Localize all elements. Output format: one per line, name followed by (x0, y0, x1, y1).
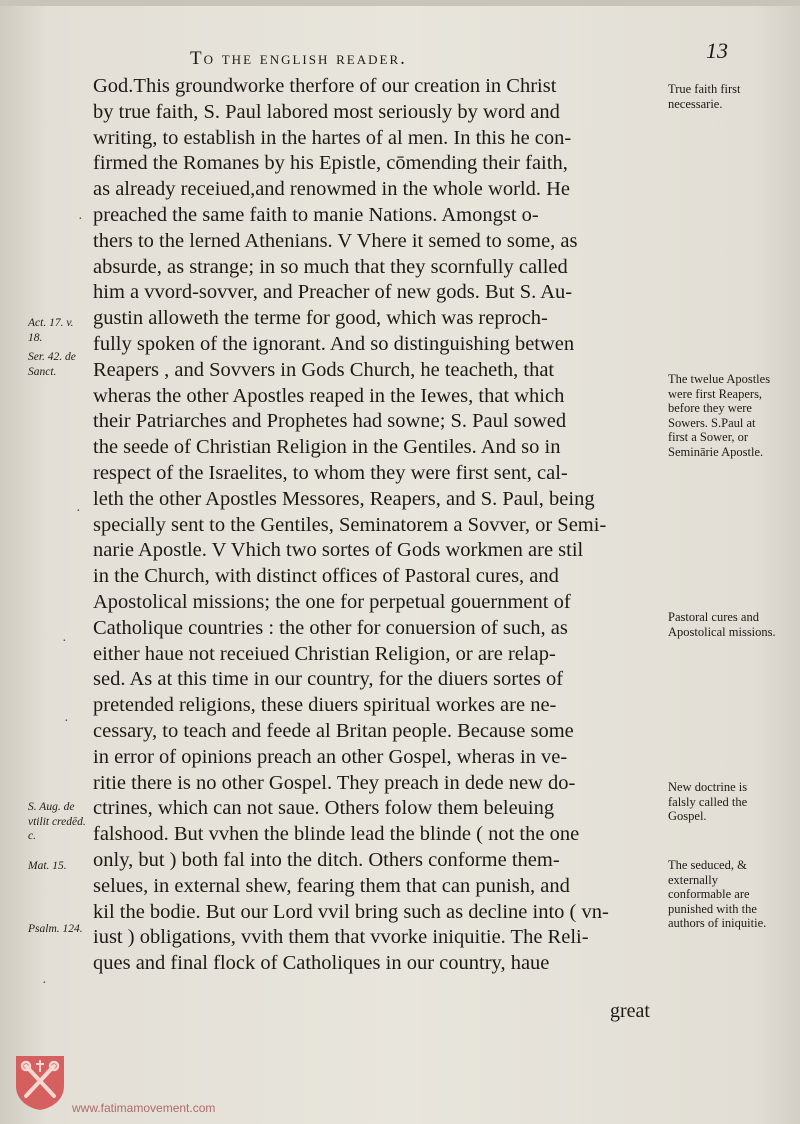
text-line: preached the same faith to manie Nations. Amongst o- (93, 203, 539, 226)
print-mark: · (64, 714, 69, 729)
body-text (93, 74, 665, 977)
text-line: in error of opinions preach an other Gospel, wheras in ve- (93, 745, 568, 768)
text-line: wheras the other Apostles reaped in the Iewes, that which (93, 384, 565, 407)
text-line: God.This groundworke therfore of our creation in Christ (93, 75, 557, 97)
margin-note-pastoral-cures: Pastoral cures and Apostolical missions. (668, 610, 776, 639)
text-line: thers to the lerned Athenians. V Vhere it semed to some, as (93, 229, 578, 252)
catchword: great (610, 1000, 650, 1022)
text-line: iust ) obligations, vvith them that vvorke iniquitie. The Reli- (93, 926, 589, 949)
text-line: as already receiued,and renowmed in the whole world. He (93, 178, 571, 201)
text-line: in the Church, with distinct offices of Pastoral cures, and (93, 565, 559, 588)
text-line: either haue not receiued Christian Religion, or are relap- (93, 642, 556, 665)
text-line: fully spoken of the ignorant. And so distinguishing betwen (93, 332, 575, 355)
text-line: only, but ) both fal into the ditch. Others conforme them- (93, 848, 560, 871)
margin-note-true-faith: True faith first necessarie. (668, 82, 741, 111)
page-number: 13 (706, 38, 728, 63)
text-line: by true faith, S. Paul labored most seriously by word and (93, 100, 560, 123)
page-top-edge (0, 0, 800, 6)
papal-keys-crest-icon (12, 1052, 68, 1112)
margin-ref-sermon: Ser. 42. de Sanct. (28, 351, 76, 378)
website-watermark: www.fatimamovement.com (72, 1101, 216, 1115)
margin-ref-matthew: Mat. 15. (28, 860, 67, 872)
text-line: their Patriarches and Prophetes had sowne; S. Paul sowed (93, 410, 567, 433)
text-line: Apostolical missions; the one for perpetual gouernment of (93, 590, 571, 613)
print-mark: · (62, 634, 67, 649)
text-line: respect of the Israelites, to whom they were first sent, cal- (93, 461, 568, 484)
text-line: ritie there is no other Gospel. They preach in dede new do- (93, 771, 576, 794)
text-line: selues, in external shew, fearing them that can punish, and (93, 874, 570, 897)
text-line: Catholique countries : the other for conuersion of such, as (93, 616, 568, 639)
text-line: cessary, to teach and feede al Britan people. Because some (93, 719, 574, 742)
print-mark: · (76, 504, 81, 519)
text-line: falshood. But vvhen the blinde lead the blinde ( not the one (93, 823, 580, 846)
text-line: firmed the Romanes by his Epistle, cōmending their faith, (93, 152, 568, 175)
text-line: absurde, as strange; in so much that they scornfully called (93, 255, 568, 278)
text-line: ques and final flock of Catholiques in our country, haue (93, 952, 550, 975)
text-line: him a vvord-sovver, and Preacher of new gods. But S. Au- (93, 281, 573, 304)
text-line: pretended religions, these diuers spiritual workes are ne- (93, 694, 557, 717)
text-line: kil the bodie. But our Lord vvil bring such as decline into ( vn- (93, 900, 609, 923)
text-line: the seede of Christian Religion in the Gentiles. And so in (93, 436, 561, 459)
text-line: writing, to establish in the hartes of al men. In this he con- (93, 126, 572, 149)
text-line: narie Apostle. V Vhich two sortes of Gods workmen are stil (93, 539, 584, 562)
text-line: specially sent to the Gentiles, Seminatorem a Sovver, or Semi- (93, 513, 607, 536)
margin-ref-psalm: Psalm. 124. (28, 923, 83, 935)
text-line: sed. As at this time in our country, for the diuers sortes of (93, 668, 564, 691)
print-mark: · (78, 212, 83, 227)
running-head: To the english reader. (190, 48, 407, 69)
margin-note-twelve-apostles: The twelue Apostles were first Reapers, before they were Sowers. S.Paul at first a Sower, or Seminārie Apostle. (668, 372, 771, 459)
text-line: Reapers , and Sovvers in Gods Church, he teacheth, that (93, 358, 555, 381)
margin-ref-augustine: S. Aug. de vtilit credēd. c. (28, 801, 86, 842)
margin-note-seduced: The seduced, & externally conformable are punished with the authors of iniquitie. (668, 858, 767, 930)
text-line: gustin alloweth the terme for good, which was reproch- (93, 307, 548, 330)
print-mark: · (42, 976, 47, 991)
margin-ref-acts: Act. 17. v. 18. (28, 317, 74, 344)
margin-note-new-doctrine: New doctrine is falsly called the Gospel. (668, 780, 748, 823)
text-line: ctrines, which can not saue. Others folow them beleuing (93, 797, 555, 820)
text-line: leth the other Apostles Messores, Reapers, and S. Paul, being (93, 487, 595, 510)
